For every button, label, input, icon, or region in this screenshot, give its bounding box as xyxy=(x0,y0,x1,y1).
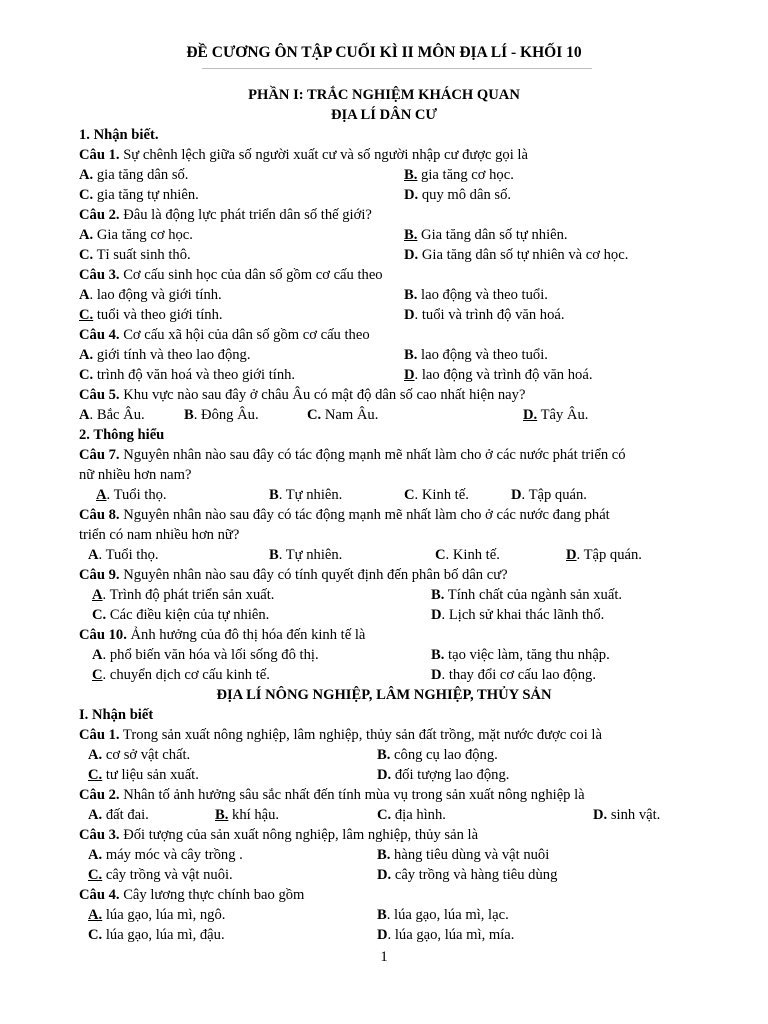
option-b: B. công cụ lao động. xyxy=(377,747,498,763)
question-text: Đối tượng của sản xuất nông nghiệp, lâm nghiệp, thủy sản là xyxy=(119,827,479,843)
question-text: Đâu là động lực phát triển dân số thế giới? xyxy=(119,207,372,223)
section-heading-population: ĐỊA LÍ DÂN CƯ xyxy=(330,107,438,123)
question-text: Cây lương thực chính bao gồm xyxy=(119,887,305,903)
options-row xyxy=(79,765,699,785)
options-row xyxy=(79,845,699,865)
option-a: A. Tuổi thọ. xyxy=(88,547,159,563)
option-d: D. lúa gạo, lúa mì, mía. xyxy=(377,927,515,943)
title-divider xyxy=(202,68,592,69)
question-text: Sự chênh lệch giữa số người xuất cư và số người nhập cư được gọi là xyxy=(119,147,528,163)
question-8 xyxy=(79,505,610,525)
option-a: A. máy móc và cây trồng . xyxy=(88,847,243,863)
question-1 xyxy=(79,145,528,165)
question-agri-2 xyxy=(79,785,585,805)
question-text: Cơ cấu xã hội của dân số gồm cơ cấu theo xyxy=(119,327,370,343)
question-agri-1 xyxy=(79,725,602,745)
question-number: Câu 3. xyxy=(79,827,120,843)
question-7 xyxy=(79,445,626,465)
options-row xyxy=(79,645,699,665)
question-text: Nguyên nhân nào sau đây có tính quyết định đến phân bố dân cư? xyxy=(119,567,508,583)
level-heading-recognition-2: I. Nhận biết xyxy=(79,707,154,723)
options-row xyxy=(79,185,699,205)
question-number: Câu 1. xyxy=(79,147,120,163)
options-row xyxy=(79,805,699,825)
option-b: B. hàng tiêu dùng và vật nuôi xyxy=(377,847,550,863)
option-a: A. Trình độ phát triển sản xuất. xyxy=(92,587,275,603)
option-b: B. lúa gạo, lúa mì, lạc. xyxy=(377,907,509,923)
option-a: A. Bắc Âu. xyxy=(79,407,145,423)
option-c: C. Kinh tế. xyxy=(404,487,469,503)
option-d: D. sinh vật. xyxy=(593,807,661,823)
option-d: D. tuổi và trình độ văn hoá. xyxy=(404,307,565,323)
section-heading-agriculture: ĐỊA LÍ NÔNG NGHIỆP, LÂM NGHIỆP, THỦY SẢN xyxy=(216,687,552,703)
question-number: Câu 10. xyxy=(79,627,127,643)
question-text: Nhân tố ảnh hưởng sâu sắc nhất đến tính mùa vụ trong sản xuất nông nghiệp là xyxy=(119,787,585,803)
options-row xyxy=(79,905,699,925)
option-c: C. gia tăng tự nhiên. xyxy=(79,187,199,203)
option-b: B. lao động và theo tuổi. xyxy=(404,347,548,363)
question-5 xyxy=(79,385,525,405)
option-a: A. lúa gạo, lúa mì, ngô. xyxy=(88,907,226,923)
question-agri-4 xyxy=(79,885,304,905)
options-row xyxy=(79,405,699,425)
question-4 xyxy=(79,325,370,345)
question-text: Cơ cấu sinh học của dân số gồm cơ cấu theo xyxy=(119,267,383,283)
options-row xyxy=(79,925,699,945)
option-d: D. thay đổi cơ cấu lao động. xyxy=(431,667,596,683)
options-row xyxy=(79,365,699,385)
option-c: C. Các điều kiện của tự nhiên. xyxy=(92,607,270,623)
question-number: Câu 5. xyxy=(79,387,120,403)
option-b: B. lao động và theo tuổi. xyxy=(404,287,548,303)
option-d: D. Lịch sử khai thác lãnh thổ. xyxy=(431,607,605,623)
option-c: C. Tỉ suất sinh thô. xyxy=(79,247,191,263)
option-d: D. đối tượng lao động. xyxy=(377,767,510,783)
option-a: A. giới tính và theo lao động. xyxy=(79,347,251,363)
question-text-continued: triển có nam nhiều hơn nữ? xyxy=(79,527,240,543)
question-3 xyxy=(79,265,383,285)
option-d: D. Tây Âu. xyxy=(523,407,589,423)
question-text: Trong sản xuất nông nghiệp, lâm nghiệp, thủy sản đất trồng, mặt nước được coi là xyxy=(119,727,602,743)
options-row xyxy=(79,545,699,565)
question-number: Câu 9. xyxy=(79,567,120,583)
option-a: A. Tuổi thọ. xyxy=(96,487,167,503)
option-d: D. Gia tăng dân số tự nhiên và cơ học. xyxy=(404,247,629,263)
options-row xyxy=(79,585,699,605)
question-number: Câu 2. xyxy=(79,787,120,803)
question-text: Nguyên nhân nào sau đây có tác động mạnh mẽ nhất làm cho ở các nước phát triển có xyxy=(119,447,626,463)
option-a: A. lao động và giới tính. xyxy=(79,287,222,303)
options-row xyxy=(79,745,699,765)
option-a: A. Gia tăng cơ học. xyxy=(79,227,193,243)
option-c: C. lúa gạo, lúa mì, đậu. xyxy=(88,927,225,943)
option-b: B. Gia tăng dân số tự nhiên. xyxy=(404,227,568,243)
options-row xyxy=(79,305,699,325)
question-text: Nguyên nhân nào sau đây có tác động mạnh mẽ nhất làm cho ở các nước đang phát xyxy=(119,507,610,523)
question-text: Ảnh hưởng của đô thị hóa đến kinh tế là xyxy=(126,627,366,643)
option-b: B. khí hậu. xyxy=(215,807,280,823)
question-number: Câu 7. xyxy=(79,447,120,463)
option-b: B. Tự nhiên. xyxy=(269,487,343,503)
page-number: 1 xyxy=(380,949,388,965)
option-b: B. gia tăng cơ học. xyxy=(404,167,514,183)
option-d: D. quy mô dân số. xyxy=(404,187,512,203)
option-a: A. cơ sở vật chất. xyxy=(88,747,191,763)
option-c: C. địa hình. xyxy=(377,807,446,823)
level-heading-recognition: 1. Nhận biết. xyxy=(79,127,159,143)
option-b: B. tạo việc làm, tăng thu nhập. xyxy=(431,647,610,663)
options-row xyxy=(79,165,699,185)
option-d: D. Tập quán. xyxy=(566,547,642,563)
option-c: C. Nam Âu. xyxy=(307,407,379,423)
question-text-continued: nữ nhiều hơn nam? xyxy=(79,467,192,483)
question-2 xyxy=(79,205,372,225)
options-row xyxy=(79,665,699,685)
option-d: D. cây trồng và hàng tiêu dùng xyxy=(377,867,558,883)
level-heading-understanding: 2. Thông hiểu xyxy=(79,427,165,443)
question-number: Câu 4. xyxy=(79,327,120,343)
option-d: D. lao động và trình độ văn hoá. xyxy=(404,367,593,383)
question-9 xyxy=(79,565,508,585)
option-c: C. tư liệu sản xuất. xyxy=(88,767,199,783)
option-a: A. gia tăng dân số. xyxy=(79,167,189,183)
question-number: Câu 2. xyxy=(79,207,120,223)
option-c: C. Kinh tế. xyxy=(435,547,500,563)
options-row xyxy=(79,485,699,505)
options-row xyxy=(79,225,699,245)
question-number: Câu 4. xyxy=(79,887,120,903)
options-row xyxy=(79,245,699,265)
option-c: C. chuyển dịch cơ cấu kinh tế. xyxy=(92,667,270,683)
option-a: A. phổ biến văn hóa và lối sống đô thị. xyxy=(92,647,319,663)
part-heading: PHẦN I: TRẮC NGHIỆM KHÁCH QUAN xyxy=(248,87,520,103)
options-row xyxy=(79,605,699,625)
question-agri-3 xyxy=(79,825,478,845)
option-a: A. đất đai. xyxy=(88,807,149,823)
question-text: Khu vực nào sau đây ở châu Âu có mật độ dân số cao nhất hiện nay? xyxy=(119,387,526,403)
document-title: ĐỀ CƯƠNG ÔN TẬP CUỐI KÌ II MÔN ĐỊA LÍ - KHỐI 10 xyxy=(186,44,582,61)
option-d: D. Tập quán. xyxy=(511,487,587,503)
question-number: Câu 3. xyxy=(79,267,120,283)
options-row xyxy=(79,865,699,885)
option-b: B. Tự nhiên. xyxy=(269,547,343,563)
question-number: Câu 1. xyxy=(79,727,120,743)
question-number: Câu 8. xyxy=(79,507,120,523)
question-10 xyxy=(79,625,365,645)
option-c: C. tuổi và theo giới tính. xyxy=(79,307,223,323)
option-c: C. trình độ văn hoá và theo giới tính. xyxy=(79,367,296,383)
option-c: C. cây trồng và vật nuôi. xyxy=(88,867,233,883)
options-row xyxy=(79,285,699,305)
option-b: B. Đông Âu. xyxy=(184,407,259,423)
option-b: B. Tính chất của ngành sản xuất. xyxy=(431,587,623,603)
options-row xyxy=(79,345,699,365)
